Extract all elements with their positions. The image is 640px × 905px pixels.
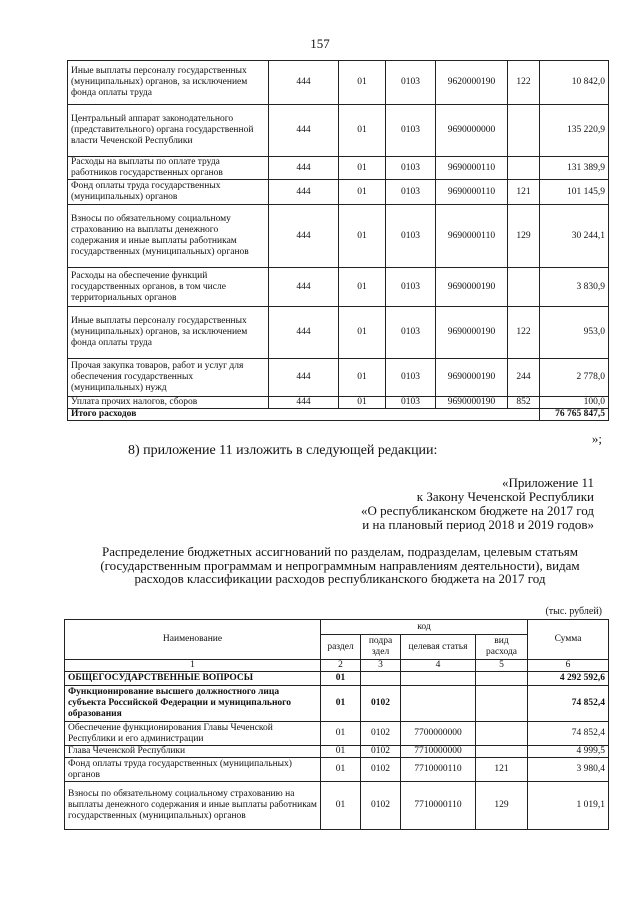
row-expense-type: 852 xyxy=(508,397,540,409)
row-department: 444 xyxy=(269,157,339,180)
row-section: 01 xyxy=(339,157,386,180)
row-expense-type: 129 xyxy=(476,782,528,830)
table-row xyxy=(68,205,609,268)
header-target-item: целевая статья xyxy=(401,635,476,660)
table-row xyxy=(68,61,609,105)
document-heading: Распределение бюджетных ассигнований по разделам, подразделам, целевым статьям (государственным программам и непрограммным направлениям деятельности), видам расходов классификации расходов республиканского бюджета на 2017 год xyxy=(100,544,580,586)
row-expense-type: 121 xyxy=(476,758,528,782)
annex-line: «О республиканском бюджете на 2017 год xyxy=(360,503,594,518)
annex-line: к Закону Чеченской Республики xyxy=(416,489,594,504)
table-row xyxy=(65,686,609,722)
row-name: Функционирование высшего должностного лица субъекта Российской Федерации и муниципального образования xyxy=(65,686,321,722)
row-target-item: 9690000110 xyxy=(436,157,508,180)
row-department: 444 xyxy=(269,105,339,157)
amendment-item-8: 8) приложение 11 изложить в следующей редакции: xyxy=(128,443,438,458)
total-row xyxy=(68,409,609,421)
row-target-item: 9690000110 xyxy=(436,180,508,205)
header-sum: Сумма xyxy=(528,620,609,660)
row-sum: 100,0 xyxy=(540,397,609,409)
table-row xyxy=(65,758,609,782)
annex-header xyxy=(361,476,594,532)
row-expense-type xyxy=(508,105,540,157)
column-number: 2 xyxy=(321,660,361,672)
row-target-item: 7710000110 xyxy=(401,758,476,782)
table-row xyxy=(68,359,609,397)
row-section: 01 xyxy=(339,359,386,397)
row-subsection: 0103 xyxy=(386,61,436,105)
row-department: 444 xyxy=(269,268,339,307)
row-target-item: 9690000190 xyxy=(436,397,508,409)
header-subsection: подра здел xyxy=(361,635,401,660)
table-row xyxy=(68,180,609,205)
row-target-item: 9620000190 xyxy=(436,61,508,105)
row-sum: 3 980,4 xyxy=(528,758,609,782)
header-code: код xyxy=(321,620,528,635)
row-sum: 74 852,4 xyxy=(528,722,609,746)
row-name: Иные выплаты персоналу государственных (муниципальных) органов, за исключением фонда оплаты труда xyxy=(68,61,269,105)
row-sum: 135 220,9 xyxy=(540,105,609,157)
row-expense-type xyxy=(508,157,540,180)
table-row xyxy=(65,746,609,758)
row-expense-type: 121 xyxy=(508,180,540,205)
column-number: 5 xyxy=(476,660,528,672)
table-row xyxy=(68,397,609,409)
row-subsection: 0103 xyxy=(386,359,436,397)
row-name: Фонд оплаты труда государственных (муниципальных) органов xyxy=(65,758,321,782)
row-department: 444 xyxy=(269,359,339,397)
header-expense-type: вид расхода xyxy=(476,635,528,660)
row-target-item: 9690000190 xyxy=(436,268,508,307)
row-section: 01 xyxy=(339,180,386,205)
row-target-item: 9690000110 xyxy=(436,205,508,268)
row-subsection: 0103 xyxy=(386,157,436,180)
row-subsection: 0102 xyxy=(361,722,401,746)
row-sum: 131 389,9 xyxy=(540,157,609,180)
row-name: Фонд оплаты труда государственных (муниципальных) органов xyxy=(68,180,269,205)
row-expense-type xyxy=(508,268,540,307)
row-target-item: 9690000000 xyxy=(436,105,508,157)
row-expense-type: 129 xyxy=(508,205,540,268)
page-number: 157 xyxy=(310,36,330,51)
row-subsection xyxy=(361,672,401,686)
row-section: 01 xyxy=(339,105,386,157)
row-section: 01 xyxy=(339,268,386,307)
expenses-table-continued xyxy=(67,60,609,421)
total-sum: 76 765 847,5 xyxy=(540,409,609,421)
row-target-item: 7710000110 xyxy=(401,782,476,830)
row-name: Прочая закупка товаров, работ и услуг для обеспечения государственных (муниципальных) нужд xyxy=(68,359,269,397)
row-name: Обеспечение функционирования Главы Чеченской Республики и его администрации xyxy=(65,722,321,746)
row-section: 01 xyxy=(321,686,361,722)
row-name: Расходы на обеспечение функций государственных органов, в том числе территориальных органов xyxy=(68,268,269,307)
column-number: 6 xyxy=(528,660,609,672)
row-subsection: 0103 xyxy=(386,307,436,359)
row-name: Иные выплаты персоналу государственных (муниципальных) органов, за исключением фонда оплаты труда xyxy=(68,307,269,359)
row-sum: 3 830,9 xyxy=(540,268,609,307)
row-section: 01 xyxy=(321,722,361,746)
row-department: 444 xyxy=(269,397,339,409)
row-section: 01 xyxy=(321,758,361,782)
row-name: Взносы по обязательному социальному страхованию на выплаты денежного содержания и иные выплаты работникам государственных (муниципальных) органов xyxy=(65,782,321,830)
table-row xyxy=(65,722,609,746)
row-subsection: 0103 xyxy=(386,205,436,268)
total-label: Итого расходов xyxy=(68,409,540,421)
units-note: (тыс. рублей) xyxy=(545,606,602,617)
table-row xyxy=(68,157,609,180)
row-sum: 1 019,1 xyxy=(528,782,609,830)
annex-line: «Приложение 11 xyxy=(501,475,594,490)
header-section: раздел xyxy=(321,635,361,660)
row-sum: 2 778,0 xyxy=(540,359,609,397)
row-subsection: 0103 xyxy=(386,397,436,409)
row-target-item xyxy=(401,686,476,722)
row-subsection: 0103 xyxy=(386,268,436,307)
row-expense-type xyxy=(476,672,528,686)
row-sum: 953,0 xyxy=(540,307,609,359)
row-sum: 4 999,5 xyxy=(528,746,609,758)
row-section: 01 xyxy=(339,61,386,105)
row-name: Глава Чеченской Республики xyxy=(65,746,321,758)
row-name: ОБЩЕГОСУДАРСТВЕННЫЕ ВОПРОСЫ xyxy=(65,672,321,686)
row-department: 444 xyxy=(269,180,339,205)
row-sum: 101 145,9 xyxy=(540,180,609,205)
row-target-item xyxy=(401,672,476,686)
column-number: 4 xyxy=(401,660,476,672)
row-target-item: 7710000000 xyxy=(401,746,476,758)
row-department: 444 xyxy=(269,307,339,359)
row-section: 01 xyxy=(321,672,361,686)
row-target-item: 9690000190 xyxy=(436,307,508,359)
table-row xyxy=(68,105,609,157)
row-subsection: 0102 xyxy=(361,746,401,758)
table-row xyxy=(65,782,609,830)
row-section: 01 xyxy=(339,205,386,268)
row-section: 01 xyxy=(321,746,361,758)
column-number: 3 xyxy=(361,660,401,672)
row-target-item: 9690000190 xyxy=(436,359,508,397)
row-sum: 10 842,0 xyxy=(540,61,609,105)
row-subsection: 0102 xyxy=(361,782,401,830)
header-name: Наименование xyxy=(65,620,321,660)
row-expense-type: 122 xyxy=(508,307,540,359)
row-name: Взносы по обязательному социальному страхованию на выплаты денежного содержания и иные выплаты работникам государственных (муниципальных) органов xyxy=(68,205,269,268)
closing-quote-mark: »; xyxy=(591,431,602,446)
row-section: 01 xyxy=(339,307,386,359)
annex-line: и на плановый период 2018 и 2019 годов» xyxy=(362,517,594,532)
row-expense-type xyxy=(476,686,528,722)
row-section: 01 xyxy=(321,782,361,830)
row-subsection: 0102 xyxy=(361,686,401,722)
row-sum: 4 292 592,6 xyxy=(528,672,609,686)
table-row xyxy=(65,672,609,686)
row-expense-type: 244 xyxy=(508,359,540,397)
row-expense-type xyxy=(476,746,528,758)
row-target-item: 7700000000 xyxy=(401,722,476,746)
row-subsection: 0103 xyxy=(386,105,436,157)
row-department: 444 xyxy=(269,61,339,105)
row-name: Центральный аппарат законодательного (представительного) органа государственной власти Чеченской Республики xyxy=(68,105,269,157)
row-subsection: 0103 xyxy=(386,180,436,205)
row-department: 444 xyxy=(269,205,339,268)
row-subsection: 0102 xyxy=(361,758,401,782)
table-row xyxy=(68,268,609,307)
table-row xyxy=(68,307,609,359)
row-expense-type xyxy=(476,722,528,746)
row-expense-type: 122 xyxy=(508,61,540,105)
column-number: 1 xyxy=(65,660,321,672)
row-sum: 74 852,4 xyxy=(528,686,609,722)
row-name: Уплата прочих налогов, сборов xyxy=(68,397,269,409)
budget-allocation-table xyxy=(64,619,609,830)
row-name: Расходы на выплаты по оплате труда работников государственных органов xyxy=(68,157,269,180)
row-sum: 30 244,1 xyxy=(540,205,609,268)
row-section: 01 xyxy=(339,397,386,409)
